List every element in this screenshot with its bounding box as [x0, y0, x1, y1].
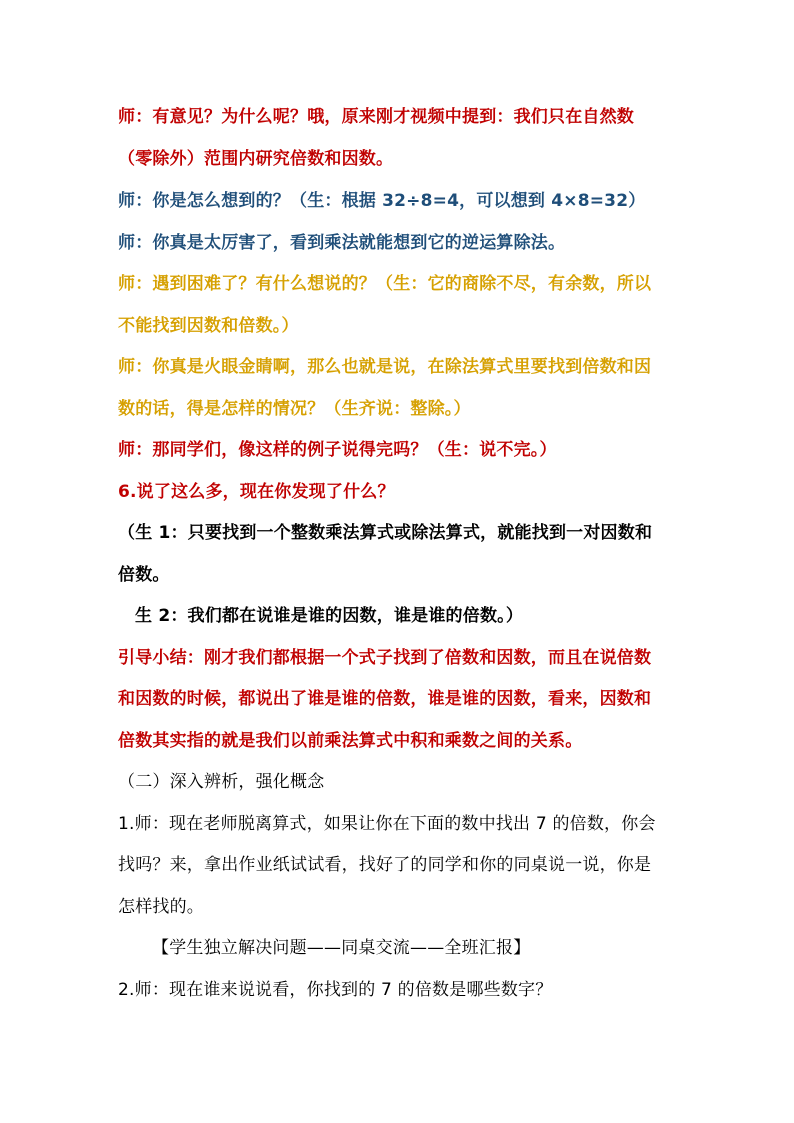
- paragraph-line-16: 倍数其实指的就是我们以前乘法算式中积和乘数之间的关系。: [118, 731, 583, 751]
- paragraph-line-9: 师：那同学们，像这样的例子说得完吗？（生：说不完。）: [118, 440, 557, 460]
- paragraph-line-13: 生 2：我们都在说谁是谁的因数，谁是谁的倍数。）: [135, 606, 524, 626]
- paragraph-line-6: 不能找到因数和倍数。）: [118, 316, 299, 336]
- paragraph-line-22: 2.师：现在谁来说说看，你找到的 7 的倍数是哪些数字？: [118, 980, 553, 1000]
- paragraph-line-8: 数的话，得是怎样的情况？（生齐说：整除。）: [118, 399, 471, 419]
- paragraph-line-4: 师：你真是太厉害了，看到乘法就能想到它的逆运算除法。: [118, 233, 566, 253]
- paragraph-line-3: 师：你是怎么想到的？（生：根据 32÷8=4，可以想到 4×8=32）: [118, 191, 646, 211]
- paragraph-line-1: 师：有意见？为什么呢？哦，原来刚才视频中提到：我们只在自然数: [118, 107, 634, 127]
- paragraph-line-5: 师：遇到困难了？有什么想说的？（生：它的商除不尽，有余数，所以: [118, 274, 652, 294]
- paragraph-line-2: （零除外）范围内研究倍数和因数。: [118, 149, 394, 169]
- paragraph-line-20: 怎样找的。: [118, 897, 204, 917]
- paragraph-line-14: 引导小结：刚才我们都根据一个式子找到了倍数和因数，而且在说倍数: [118, 648, 652, 668]
- section-heading: （二）深入辨析，强化概念: [118, 772, 325, 792]
- paragraph-line-19: 找吗？来，拿出作业纸试试看，找好了的同学和你的同桌说一说，你是: [118, 855, 652, 875]
- paragraph-line-11: （生 1：只要找到一个整数乘法算式或除法算式，就能找到一对因数和: [118, 523, 653, 543]
- paragraph-line-12: 倍数。: [118, 565, 170, 585]
- paragraph-line-18: 1.师：现在老师脱离算式，如果让你在下面的数中找出 7 的倍数，你会: [118, 814, 656, 834]
- paragraph-line-10: 6.说了这么多，现在你发现了什么？: [118, 482, 395, 502]
- paragraph-line-7: 师：你真是火眼金睛啊，那么也就是说，在除法算式里要找到倍数和因: [118, 357, 652, 377]
- paragraph-line-15: 和因数的时候，都说出了谁是谁的倍数，谁是谁的因数，看来，因数和: [118, 689, 652, 709]
- activity-bracket-note: 【学生独立解决问题——同桌交流——全班汇报】: [152, 938, 531, 958]
